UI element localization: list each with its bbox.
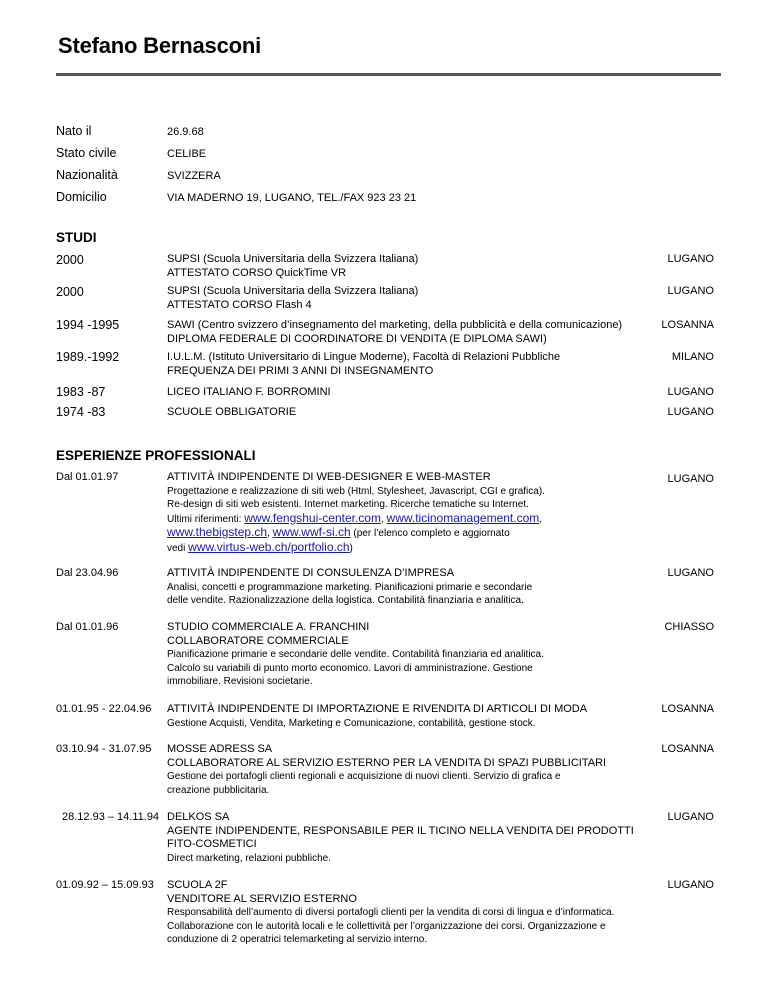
- job-desc: creazione pubblicitaria.: [167, 784, 270, 796]
- job-location: CHIASSO: [664, 621, 714, 633]
- refs-note: (per l’elenco completo e aggiornato: [350, 528, 510, 539]
- entry-line: FREQUENZA DEI PRIMI 3 ANNI DI INSEGNAMENTO: [167, 364, 434, 377]
- job-text: [167, 471, 545, 555]
- job-location: LUGANO: [667, 473, 714, 485]
- label-birth: Nato il: [56, 124, 92, 138]
- entry-date: 2000: [56, 253, 84, 267]
- entry-text: [167, 253, 418, 280]
- refs-prefix: Ultimi riferimenti:: [167, 513, 245, 525]
- job-desc: Collaborazione con le autorità locali e le collettività per l’organizzazione dei corsi. Organizzazione e: [167, 920, 606, 932]
- job-text: [167, 879, 614, 947]
- job-head: COLLABORATORE COMMERCIALE: [167, 634, 349, 647]
- entry-line: ATTESTATO CORSO Flash 4: [167, 298, 312, 311]
- entry-text: [167, 406, 296, 420]
- job-date: 01.09.92 – 15.09.93: [56, 879, 154, 891]
- link-thebigstep[interactable]: www.thebigstep.ch: [167, 525, 268, 539]
- job-desc: Direct marketing, relazioni pubbliche.: [167, 852, 331, 864]
- person-name: Stefano Bernasconi: [58, 33, 262, 58]
- value-nationality: SVIZZERA: [167, 170, 221, 182]
- job-desc: Gestione Acquisti, Vendita, Marketing e Comunicazione, contabilità, gestione stock.: [167, 717, 536, 729]
- job-date: 28.12.93 – 14.11.94: [62, 811, 160, 823]
- job-text: [167, 567, 532, 608]
- job-desc: Calcolo su variabili di punto morto economico. Lavori di amministrazione. Gestione: [167, 662, 533, 674]
- job-location: LUGANO: [667, 567, 714, 579]
- entry-line: SCUOLE OBBLIGATORIE: [167, 406, 297, 418]
- job-desc: immobiliare. Revisioni societarie.: [167, 676, 313, 687]
- job-head: FITO-COSMETICI: [167, 838, 257, 850]
- job-date: Dal 01.01.96: [56, 621, 119, 633]
- job-desc: Re-design di siti web esistenti. Internet marketing. Ricerche tematiche su Internet.: [167, 499, 529, 510]
- entry-date: 1974 -83: [56, 405, 106, 419]
- entry-line: I.U.L.M. (Istituto Universitario di Lingue Moderne), Facoltà di Relazioni Pubbliche: [167, 351, 561, 363]
- entry-location: LUGANO: [667, 406, 714, 418]
- entry-date: 1989.-1992: [56, 350, 120, 364]
- entry-text: [167, 285, 418, 312]
- entry-location: LOSANNA: [661, 319, 714, 331]
- job-text: [167, 811, 634, 865]
- entry-line: DIPLOMA FEDERALE DI COORDINATORE DI VENDITA (E DIPLOMA SAWI): [167, 332, 547, 345]
- job-references-3: vedi www.virtus-web.ch/portfolio.ch): [167, 539, 353, 554]
- entry-line: SAWI (Centro svizzero d’insegnamento del marketing, della pubblicità e della comunicazione): [167, 319, 623, 331]
- entry-text: [167, 386, 331, 400]
- job-head: VENDITORE AL SERVIZIO ESTERNO: [167, 892, 357, 905]
- job-desc: Pianificazione primarie e secondarie delle vendite. Contabilità finanziaria ed analitica.: [167, 649, 544, 660]
- job-date: 01.01.95 - 22.04.96: [56, 703, 152, 715]
- entry-line: ATTESTATO CORSO QuickTime VR: [167, 266, 347, 279]
- label-nationality: Nazionalità: [56, 168, 118, 182]
- job-head: SCUOLA 2F: [167, 879, 228, 891]
- job-head: ATTIVITÀ INDIPENDENTE DI CONSULENZA D’IMPRESA: [167, 567, 455, 579]
- entry-line: SUPSI (Scuola Universitaria della Svizzera Italiana): [167, 285, 419, 297]
- entry-text: [167, 319, 622, 346]
- value-birth: 26.9.68: [167, 126, 204, 138]
- entry-line: LICEO ITALIANO F. BORROMINI: [167, 386, 331, 398]
- job-location: LUGANO: [667, 879, 714, 891]
- value-domicile: VIA MADERNO 19, LUGANO, TEL./FAX 923 23 21: [167, 192, 417, 204]
- entry-date: 2000: [56, 285, 84, 299]
- job-head: MOSSE ADRESS SA: [167, 743, 273, 755]
- entry-text: [167, 351, 560, 378]
- job-desc: Analisi, concetti e programmazione marketing. Pianificazioni primarie e secondarie: [167, 581, 533, 593]
- job-head: COLLABORATORE AL SERVIZIO ESTERNO PER LA VENDITA DI SPAZI PUBBLICITARI: [167, 756, 607, 769]
- job-head: AGENTE INDIPENDENTE, RESPONSABILE PER IL TICINO NELLA VENDITA DEI PRODOTTI: [167, 824, 634, 837]
- job-references: Ultimi riferimenti: www.fengshui-center.com, www.ticinomanagement.com,: [167, 510, 543, 525]
- value-civil-status: CELIBE: [167, 148, 207, 160]
- job-location: LOSANNA: [661, 703, 714, 715]
- job-desc: delle vendite. Razionalizzazione della logistica. Contabilità finanziaria e analitica.: [167, 595, 524, 606]
- link-virtus-portfolio[interactable]: www.virtus-web.ch/portfolio.ch: [188, 539, 350, 554]
- job-desc: Gestione dei portafogli clienti regionali e acquisizione di nuovi clienti. Servizio di grafica e: [167, 771, 561, 782]
- job-text: [167, 703, 587, 730]
- job-location: LOSANNA: [661, 743, 714, 755]
- refs-see: vedi: [167, 542, 189, 554]
- header-rule: [56, 73, 721, 76]
- job-date: Dal 23.04.96: [56, 567, 119, 579]
- entry-date: 1994 -1995: [56, 318, 120, 332]
- job-text: [167, 621, 544, 689]
- section-title-studi: STUDI: [56, 230, 97, 245]
- job-desc: Progettazione e realizzazione di siti web (Html, Stylesheet, Javascript, CGI e grafica).: [167, 485, 545, 497]
- job-desc: Responsabilità dell’aumento di diversi portafogli clienti per la vendita di corsi di lingua e d’informatica.: [167, 907, 615, 918]
- entry-line: SUPSI (Scuola Universitaria della Svizzera Italiana): [167, 253, 419, 265]
- entry-location: LUGANO: [667, 386, 714, 398]
- link-ticinomanagement[interactable]: www.ticinomanagement.com: [386, 510, 540, 525]
- job-head: STUDIO COMMERCIALE A. FRANCHINI: [167, 621, 370, 633]
- label-domicile: Domicilio: [56, 190, 107, 204]
- job-references-2: www.thebigstep.ch, www.wwf-si.ch (per l’elenco completo e aggiornato: [167, 525, 510, 539]
- entry-date: 1983 -87: [56, 385, 106, 399]
- job-desc: conduzione di 2 operatrici telemarketing al servizio interno.: [167, 934, 428, 945]
- link-fengshui[interactable]: www.fengshui-center.com: [244, 510, 381, 525]
- job-head: ATTIVITÀ INDIPENDENTE DI IMPORTAZIONE E RIVENDITA DI ARTICOLI DI MODA: [167, 703, 588, 715]
- link-wwf[interactable]: www.wwf-si.ch: [272, 525, 351, 539]
- entry-location: LUGANO: [667, 253, 714, 265]
- entry-location: LUGANO: [667, 285, 714, 297]
- entry-location: MILANO: [671, 351, 714, 363]
- job-text: [167, 743, 606, 797]
- label-civil-status: Stato civile: [56, 146, 117, 160]
- section-title-esperienze: ESPERIENZE PROFESSIONALI: [56, 448, 256, 463]
- job-location: LUGANO: [667, 811, 714, 823]
- job-head: ATTIVITÀ INDIPENDENTE DI WEB-DESIGNER E WEB-MASTER: [167, 471, 491, 483]
- job-head: DELKOS SA: [167, 811, 230, 823]
- job-date: 03.10.94 - 31.07.95: [56, 743, 152, 755]
- job-date: Dal 01.01.97: [56, 471, 119, 483]
